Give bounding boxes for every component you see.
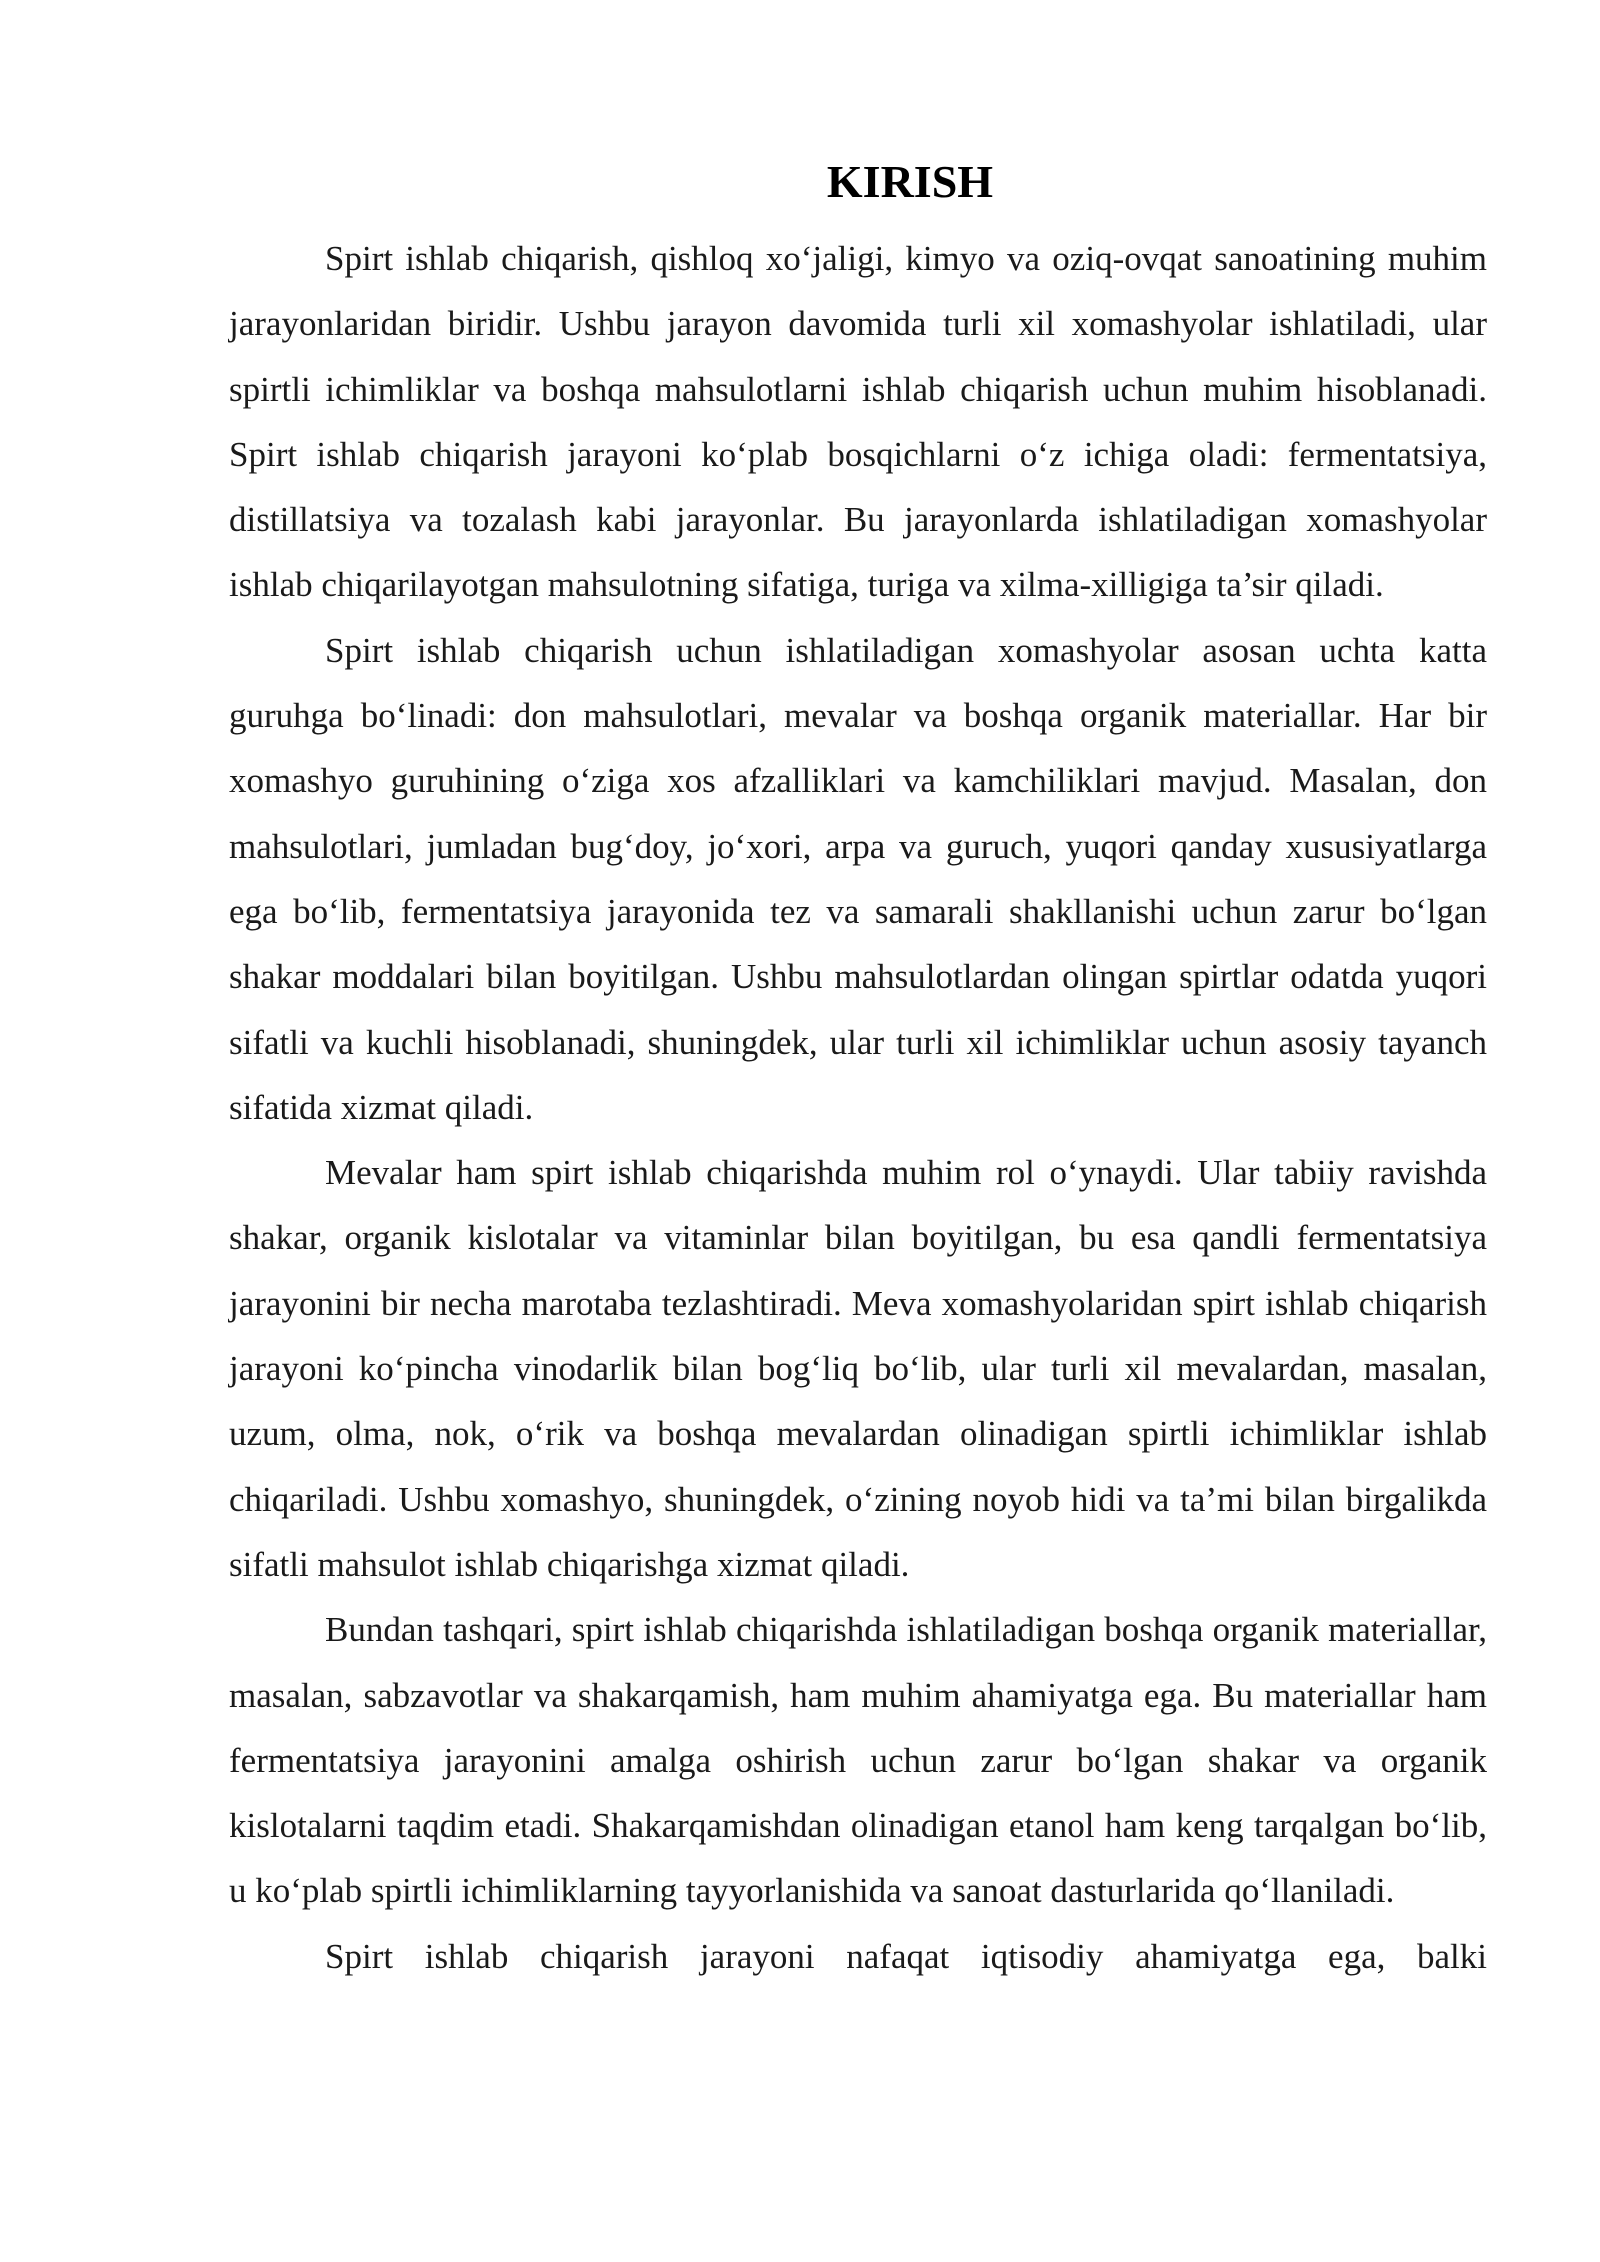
paragraph-5: Spirt ishlab chiqarish jarayoni nafaqat iqtisodiy ahamiyatga ega, balki — [325, 1936, 1487, 1976]
page-title: KIRISH — [826, 156, 994, 207]
body-text — [229, 226, 1487, 1989]
paragraph-3: Mevalar ham spirt ishlab chiqarishda muhim rol o‘ynaydi. Ular tabiiy ravishda shakar, organik kislotalar va vitaminlar bilan boyitilgan, bu esa qandli fermentatsiya jarayonini bir necha marotaba tezlashtiradi. Meva xomashyolaridan spirt ishlab chiqarish jarayoni ko‘pincha vinodarlik bilan bog‘liq bo‘lib, ular turli xil mevalardan, masalan, uzum, olma, nok, o‘rik va boshqa mevalardan olinadigan spirtli ichimliklar ishlab chiqariladi. Ushbu xomashyo, shuningdek, o‘zining noyob hidi va ta’mi bilan birgalikda sifatli mahsulot ishlab chiqarishga xizmat qiladi. — [229, 1153, 1487, 1584]
paragraph-1: Spirt ishlab chiqarish, qishloq xo‘jaligi, kimyo va oziq-ovqat sanoatining muhim jarayonlaridan biridir. Ushbu jarayon davomida turli xil xomashyolar ishlatiladi, ular spirtli ichimliklar va boshqa mahsulotlarni ishlab chiqarish uchun muhim hisoblanadi. Spirt ishlab chiqarish jarayoni ko‘plab bosqichlarni o‘z ichiga oladi: fermentatsiya, distillatsiya va tozalash kabi jarayonlar. Bu jarayonlarda ishlatiladigan xomashyolar ishlab chiqarilayotgan mahsulotning sifatiga, turiga va xilma-xilligiga ta’sir qiladi. — [229, 239, 1487, 605]
paragraph-2: Spirt ishlab chiqarish uchun ishlatiladigan xomashyolar asosan uchta katta guruhga bo‘linadi: don mahsulotlari, mevalar va boshqa organik materiallar. Har bir xomashyo guruhining o‘ziga xos afzalliklari va kamchiliklari mavjud. Masalan, don mahsulotlari, jumladan bug‘doy, jo‘xori, arpa va guruch, yuqori qanday xususiyatlarga ega bo‘lib, fermentatsiya jarayonida tez va samarali shakllanishi uchun zarur bo‘lgan shakar moddalari bilan boyitilgan. Ushbu mahsulotlardan olingan spirtlar odatda yuqori sifatli va kuchli hisoblanadi, shuningdek, ular turli xil ichimliklar uchun asosiy tayanch sifatida xizmat qiladi. — [229, 630, 1487, 1127]
paragraph-4: Bundan tashqari, spirt ishlab chiqarishda ishlatiladigan boshqa organik materiallar, masalan, sabzavotlar va shakarqamish, ham muhim ahamiyatga ega. Bu materiallar ham fermentatsiya jarayonini amalga oshirish uchun zarur bo‘lgan shakar va organik kislotalarni taqdim etadi. Shakarqamishdan olinadigan etanol ham keng tarqalgan bo‘lib, u ko‘plab spirtli ichimliklarning tayyorlanishida va sanoat dasturlarida qo‘llaniladi. — [229, 1610, 1487, 1911]
